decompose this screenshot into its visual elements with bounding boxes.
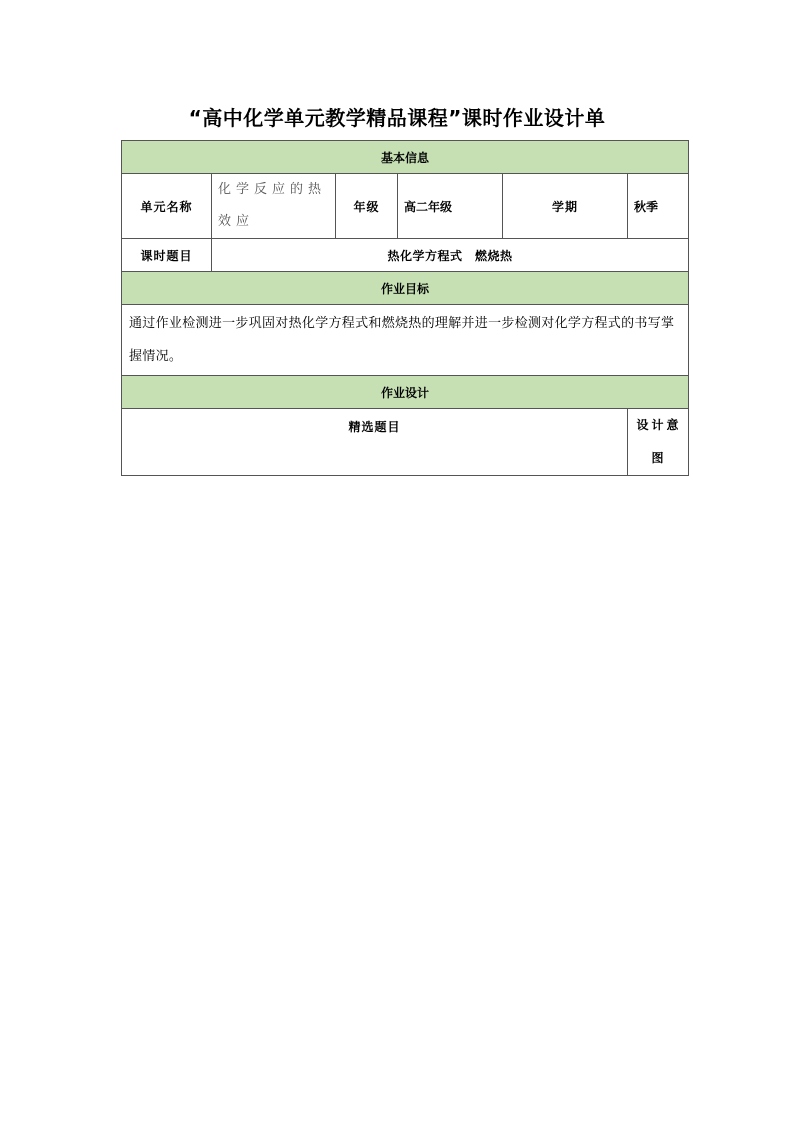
document-title: “高中化学单元教学精品课程”课时作业设计单 — [188, 106, 606, 130]
term-label: 学期 — [503, 174, 628, 239]
term-value: 秋季 — [628, 174, 689, 239]
unit-name-label: 单元名称 — [122, 174, 212, 239]
section-header-homework-design: 作业设计 — [122, 376, 689, 409]
grade-label: 年级 — [336, 174, 398, 239]
homework-design-table — [121, 140, 689, 476]
section-header-basic-info: 基本信息 — [122, 141, 689, 174]
design-intent-label: 设计意图 — [628, 409, 689, 476]
section-header-homework-goal: 作业目标 — [122, 272, 689, 305]
selected-questions-label: 精选题目 — [122, 409, 628, 476]
unit-name-value: 化学反应的热效应 — [212, 174, 336, 239]
lesson-topic-value: 热化学方程式 燃烧热 — [212, 239, 689, 272]
lesson-topic-label: 课时题目 — [122, 239, 212, 272]
homework-goal-text: 通过作业检测进一步巩固对热化学方程式和燃烧热的理解并进一步检测对化学方程式的书写掌握情况。 — [122, 305, 689, 376]
grade-value: 高二年级 — [398, 174, 503, 239]
